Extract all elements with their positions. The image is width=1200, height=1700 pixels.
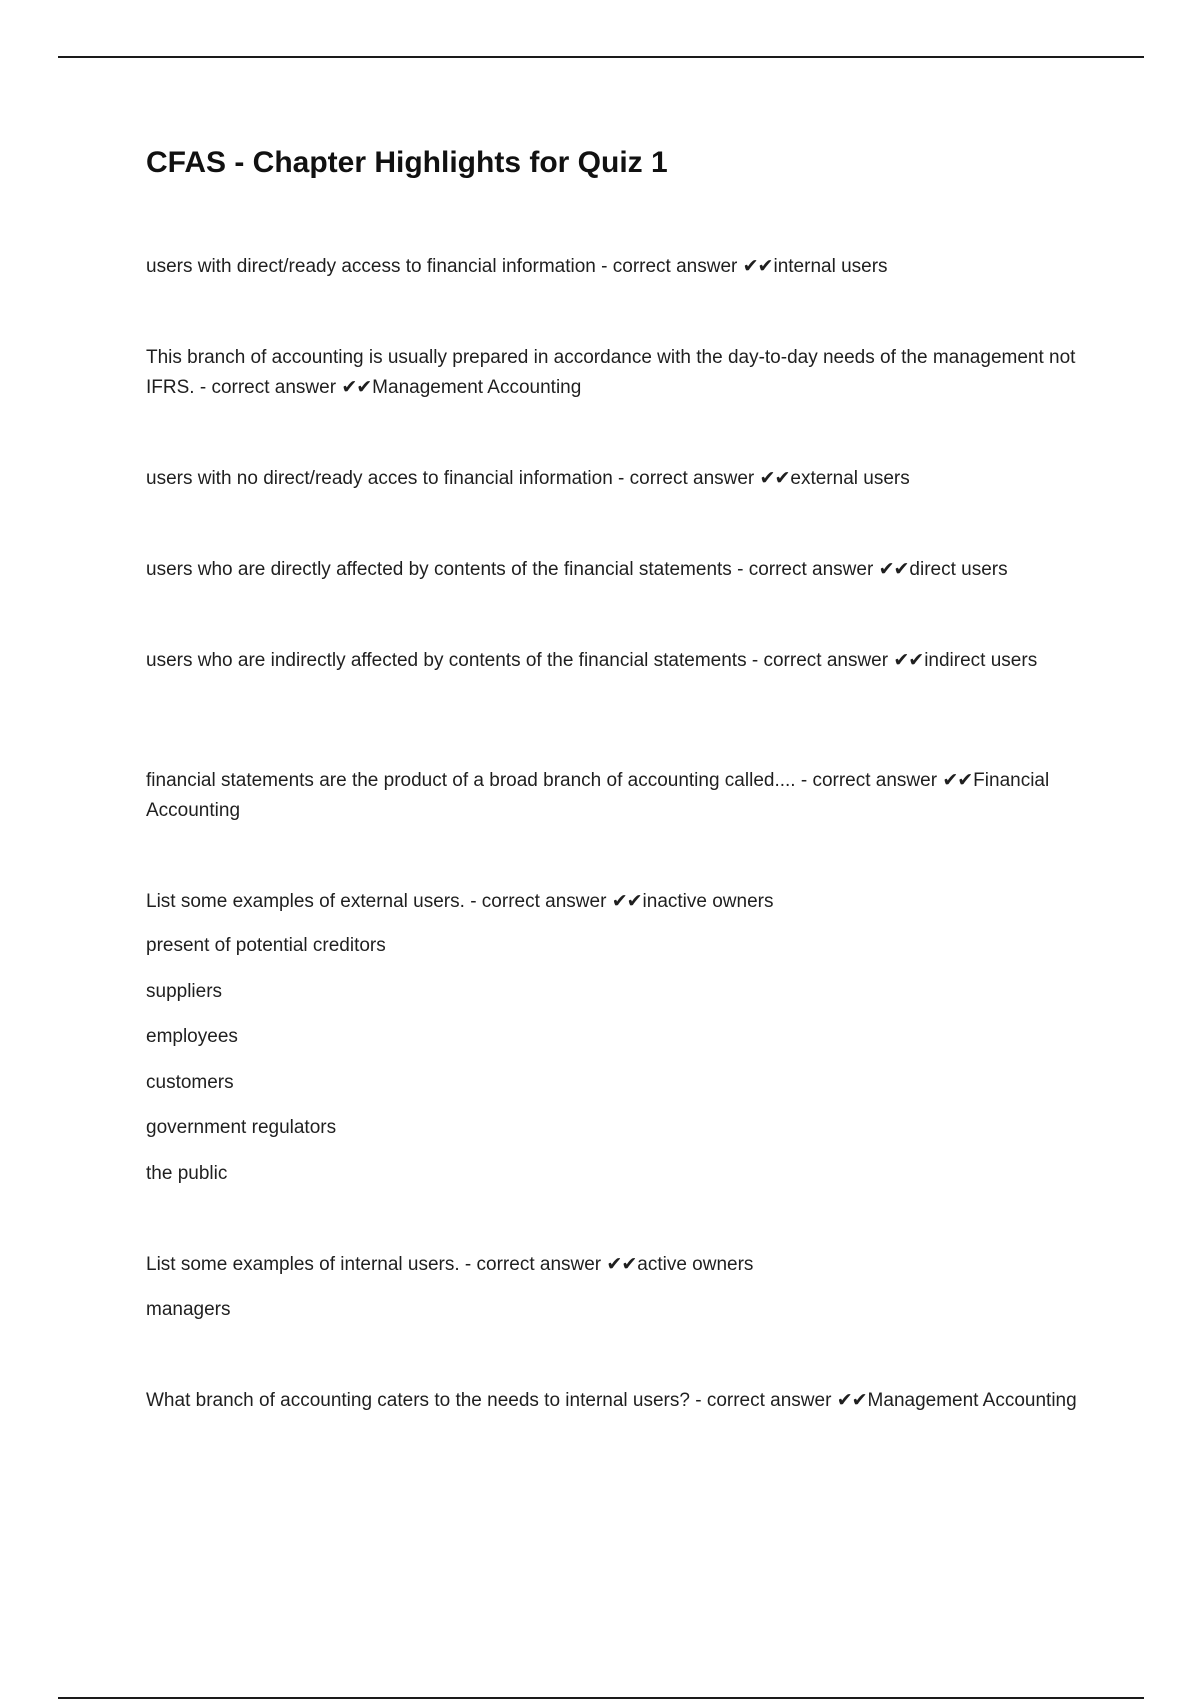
bottom-rule [58,1697,1144,1699]
qa-item [146,252,1086,282]
qa-item [146,343,1086,403]
answer-line: suppliers [146,981,223,1002]
answer-text: Management Accounting [372,377,582,398]
answer-text: Management Accounting [867,1390,1077,1411]
answer-text: Financial Accounting [146,770,1050,821]
answer-line: employees [146,1026,238,1047]
answer-text: external users [790,468,910,489]
double-check-icon: ✔✔ [742,256,773,277]
double-check-icon: ✔✔ [759,468,790,489]
qa-item [146,1250,1086,1280]
answer-separator: - correct answer [795,770,943,791]
question-text: users with direct/ready access to financial information [146,256,596,277]
answer-separator: - correct answer [464,891,612,912]
answer-separator: - correct answer [459,1254,607,1275]
question-text: users with no direct/ready acces to financial information [146,468,613,489]
answer-text: indirect users [924,650,1038,671]
double-check-icon: ✔✔ [942,770,973,791]
document-title: CFAS - Chapter Highlights for Quiz 1 [146,146,668,179]
answer-text: internal users [773,256,888,277]
answer-separator: - correct answer [595,256,743,277]
qa-item [146,464,1086,494]
double-check-icon: ✔✔ [611,891,642,912]
answer-text: inactive owners [642,891,774,912]
double-check-icon: ✔✔ [836,1390,867,1411]
qa-item [146,766,1086,826]
answer-separator: - correct answer [746,650,894,671]
question-text: What branch of accounting caters to the needs to internal users? [146,1390,690,1411]
answer-line: government regulators [146,1117,337,1138]
double-check-icon: ✔✔ [893,650,924,671]
qa-item [146,555,1146,585]
answer-line: present of potential creditors [146,935,386,956]
answer-text: direct users [909,559,1008,580]
qa-item [146,1386,1086,1416]
top-rule [58,56,1144,58]
answer-line: managers [146,1299,231,1320]
answer-separator: - correct answer [731,559,879,580]
question-text: users who are directly affected by contents of the financial statements [146,559,732,580]
question-text: List some examples of internal users. [146,1254,460,1275]
double-check-icon: ✔✔ [878,559,909,580]
qa-item [146,646,1086,676]
question-text: financial statements are the product of a broad branch of accounting called.... [146,770,796,791]
double-check-icon: ✔✔ [341,377,372,398]
answer-line: customers [146,1072,234,1093]
question-text: List some examples of external users. [146,891,465,912]
answer-text: active owners [637,1254,754,1275]
question-text: users who are indirectly affected by contents of the financial statements [146,650,747,671]
answer-separator: - correct answer [689,1390,837,1411]
qa-item [146,887,1086,917]
answer-separator: - correct answer [194,377,342,398]
double-check-icon: ✔✔ [606,1254,637,1275]
answer-line: the public [146,1163,228,1184]
question-text: This branch of accounting is usually prepared in accordance with the day-to-day needs of the management not IFRS. [146,347,1076,398]
answer-separator: - correct answer [612,468,760,489]
